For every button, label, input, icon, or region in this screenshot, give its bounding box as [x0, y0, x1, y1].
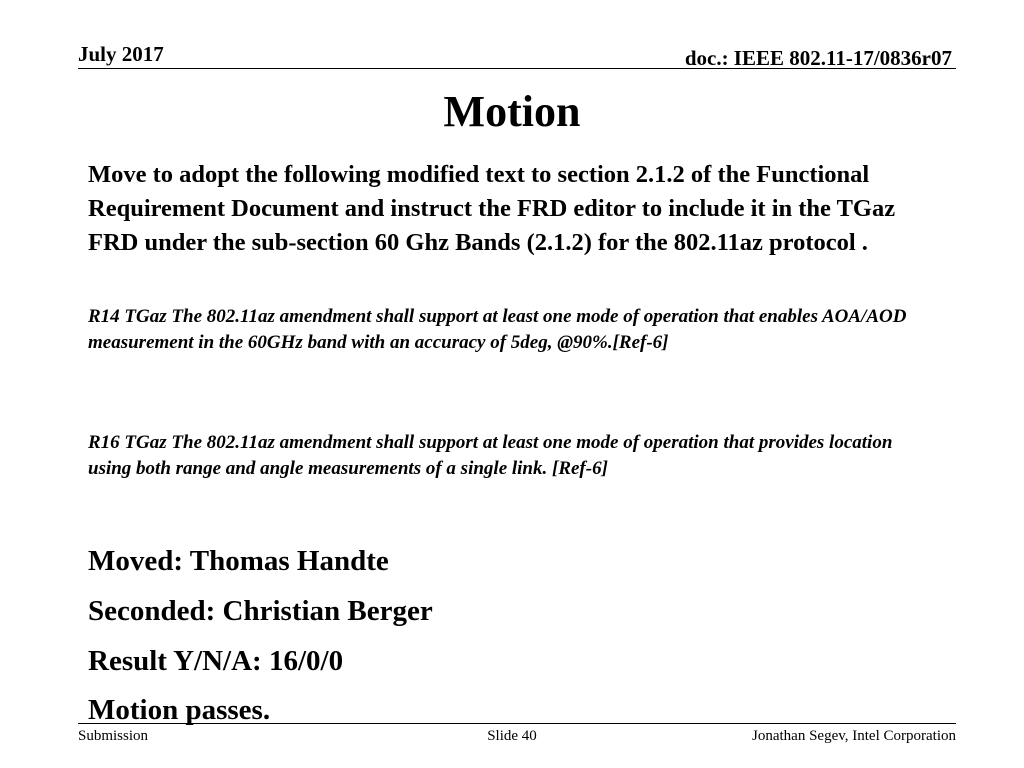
- seconded-by: Seconded: Christian Berger: [88, 595, 433, 627]
- moved-by: Moved: Thomas Handte: [88, 545, 389, 577]
- footer-author: Jonathan Segev, Intel Corporation: [752, 728, 956, 744]
- vote-result: Result Y/N/A: 16/0/0: [88, 645, 344, 677]
- header-doc-number: doc.: IEEE 802.11-17/0836r07: [684, 46, 952, 70]
- footer-divider: [78, 723, 956, 724]
- slide-number: Slide 40: [487, 728, 537, 744]
- motion-text: Move to adopt the following modified text to section 2.1.2 of the Functional Requirement Document and instruct the FRD editor to include it in the TGaz FRD under the sub-section 60 Ghz Bands (2.1.2) for the 802.11az protocol .: [88, 161, 896, 256]
- slide-title: Motion: [443, 87, 581, 136]
- requirement-r16: R16 TGaz The 802.11az amendment shall support at least one mode of operation that provides location using both range and angle measurements of a single link. [Ref-6]: [88, 432, 893, 479]
- motion-outcome: Motion passes.: [88, 694, 271, 726]
- requirement-r14: R14 TGaz The 802.11az amendment shall support at least one mode of operation that enables AOA/AOD measurement in the 60GHz band with an accuracy of 5deg, @90%.[Ref-6]: [88, 306, 907, 353]
- footer-submission: Submission: [78, 728, 149, 744]
- header-date: July 2017: [78, 42, 164, 66]
- header-divider: [78, 68, 956, 69]
